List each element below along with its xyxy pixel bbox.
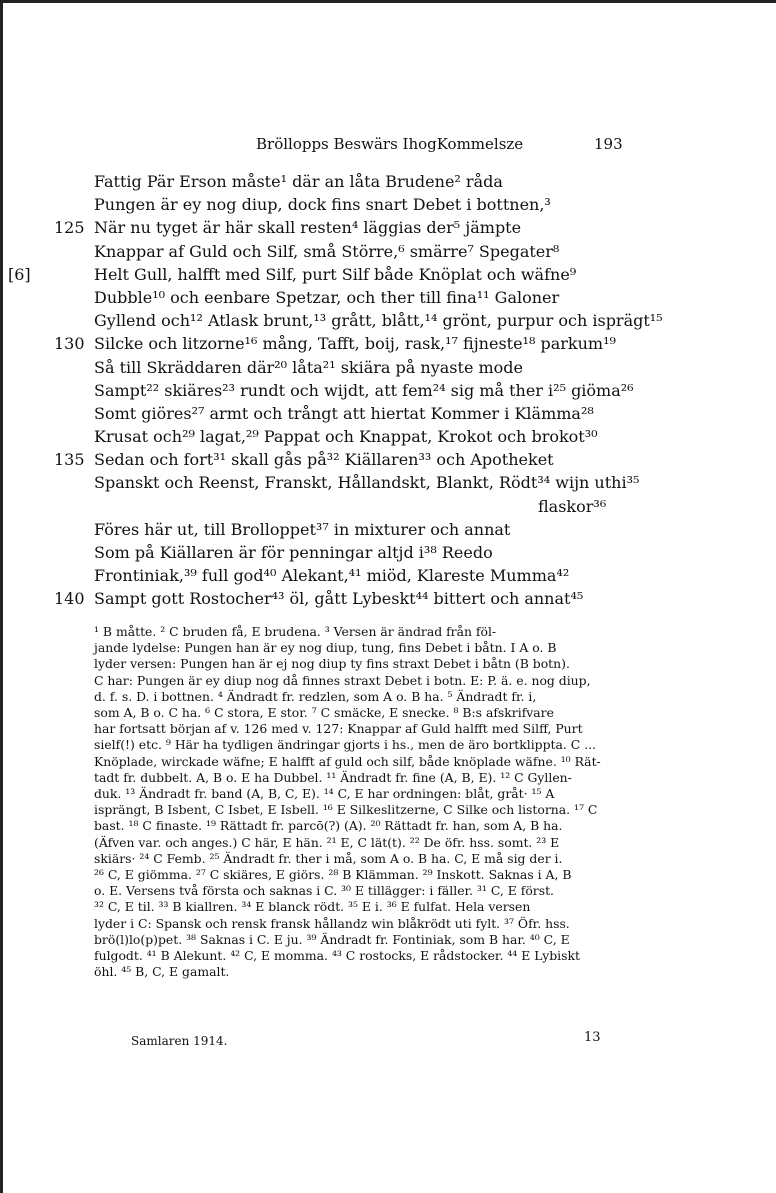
verse-text: Sampt²² skiäres²³ rundt och wijdt, att fem²⁴ sig må ther i²⁵ giöma²⁶ (94, 380, 634, 400)
footnote-line: skiärs· ²⁴ C Femb. ²⁵ Ändradt fr. ther i må, som A o. B ha. C, E må sig der i. (94, 850, 563, 866)
line-number: 135 (54, 450, 85, 470)
verse-text: När nu tyget är här skall resten⁴ läggias der⁵ jämpte (94, 218, 522, 238)
footnote-line: lyder i C: Spansk och rensk fransk hållandz win blåkrödt uti fylt. ³⁷ Öfr. hss. (94, 915, 570, 931)
verse-text: Silcke och litzorne¹⁶ mång, Tafft, boij, rask,¹⁷ fijneste¹⁸ parkum¹⁹ (94, 334, 616, 354)
journal-footer: Samlaren 1914. (131, 1034, 228, 1048)
verse-line (0, 286, 776, 309)
verse-line (0, 425, 776, 448)
verse-line (0, 332, 776, 355)
verse-line (0, 564, 776, 587)
verse-text: Spanskt och Reenst, Franskt, Hållandskt, Blankt, Rödt³⁴ wijn uthi³⁵ (94, 473, 640, 493)
verse-text: flaskor³⁶ (538, 496, 607, 516)
verse-text: Frontiniak,³⁹ full god⁴⁰ Alekant,⁴¹ miöd, Klareste Mumma⁴² (94, 566, 570, 586)
footnote-line: bast. ¹⁸ C finaste. ¹⁹ Rättadt fr. parcō(?) (A). ²⁰ Rättadt fr. han, som A, B ha. (94, 818, 563, 834)
verse-line (0, 402, 776, 425)
verse-line (0, 309, 776, 332)
running-head: Bröllopps Beswärs IhogKommelsze (256, 135, 524, 153)
verse-line (0, 240, 776, 263)
poem-body (0, 170, 776, 611)
signature-mark: 13 (584, 1030, 601, 1045)
verse-line (0, 216, 776, 239)
footnote-line: har fortsatt början af v. 126 med v. 127: Knappar af Guld halfft med Silff, Purt (94, 721, 583, 737)
footnote-line: C har: Pungen är ey diup nog då finnes straxt Debet i botn. E: P. ä. e. nog diup, (94, 672, 591, 688)
footnote-line: Knöplade, wirckade wäfne; E halfft af guld och silf, både knöplade wäfne. ¹⁰ Rät- (94, 753, 601, 769)
footnote-line: duk. ¹³ Ändradt fr. band (A, B, C, E). ¹⁴ C, E har ordningen: blåt, gråt· ¹⁵ A (94, 786, 555, 802)
verse-text: Föres här ut, till Brolloppet³⁷ in mixturer och annat (94, 519, 511, 539)
footnote-line: jande lydelse: Pungen han är ey nog diup, tung, fins Debet i båtn. I A o. B (94, 640, 557, 656)
verse-text: Så till Skräddaren där²⁰ låta²¹ skiära på nyaste mode (94, 357, 524, 377)
margin-page-ref: [6] (8, 264, 31, 284)
verse-text: Pungen är ey nog diup, dock fins snart Debet i bottnen,³ (94, 195, 551, 215)
verse-line (0, 495, 776, 518)
verse-text: Som på Kiällaren är för penningar altjd i³⁸ Reedo (94, 543, 493, 562)
footnote-line: tadt fr. dubbelt. A, B o. E ha Dubbel. ¹¹ Ändradt fr. fine (A, B, E). ¹² C Gyllen- (94, 769, 572, 785)
verse-line (0, 518, 776, 541)
line-number: 130 (54, 334, 85, 354)
line-number: 125 (54, 218, 85, 238)
verse-line (0, 471, 776, 494)
verse-text: Knappar af Guld och Silf, små Större,⁶ smärre⁷ Spegater⁸ (94, 241, 560, 261)
footnote-line: ²⁶ C, E giömma. ²⁷ C skiäres, E giörs. ²⁸ B Klämman. ²⁹ Inskott. Saknas i A, B (94, 867, 572, 883)
footnote-line: som A, B o. C ha. ⁶ C stora, E stor. ⁷ C smäcke, E snecke. ⁸ B:s afskrifvare (94, 705, 554, 721)
footnote-line: brö(l)lo(p)pet. ³⁸ Saknas i C. E ju. ³⁹ Ändradt fr. Fontiniak, som B har. ⁴⁰ C, E (94, 931, 570, 947)
verse-text: Krusat och²⁹ lagat,²⁹ Pappat och Knappat, Krokot och brokot³⁰ (94, 427, 598, 447)
verse-line (0, 541, 776, 564)
verse-line (0, 170, 776, 193)
footnote-line: öhl. ⁴⁵ B, C, E gamalt. (94, 964, 230, 980)
footnote-line: (Äfven var. och anges.) C här, E hän. ²¹ E, C lät(t). ²² De öfr. hss. somt. ²³ E (94, 834, 560, 850)
verse-text: Sampt gott Rostocher⁴³ öl, gått Lybeskt⁴⁴ bittert och annat⁴⁵ (94, 589, 584, 609)
verse-text: Somt giöres²⁷ armt och trångt att hiertat Kommer i Klämma²⁸ (94, 403, 594, 423)
verse-text: Sedan och fort³¹ skall gås på³² Kiällaren³³ och Apotheket (94, 450, 554, 470)
verse-text: Helt Gull, halfft med Silf, purt Silf både Knöplat och wäfne⁹ (94, 264, 577, 284)
verse-text: Fattig Pär Erson måste¹ där an låta Brudene² råda (94, 172, 503, 191)
verse-line (0, 587, 776, 610)
verse-line (0, 379, 776, 402)
footnote-line: ³² C, E til. ³³ B kiallren. ³⁴ E blanck rödt. ³⁵ E i. ³⁶ E fulfat. Hela versen (94, 899, 531, 915)
page-edge-top (0, 0, 776, 3)
verse-line (0, 448, 776, 471)
footnote-line: fulgodt. ⁴¹ B Alekunt. ⁴² C, E momma. ⁴³ C rostocks, E rådstocker. ⁴⁴ E Lybiskt (94, 948, 580, 964)
verse-text: Gyllend och¹² Atlask brunt,¹³ grått, blått,¹⁴ grönt, purpur och isprägt¹⁵ (94, 311, 663, 331)
verse-text: Dubble¹⁰ och eenbare Spetzar, och ther till fina¹¹ Galoner (94, 287, 560, 307)
footnotes (94, 624, 624, 980)
page-number: 193 (594, 135, 623, 153)
verse-line (0, 263, 776, 286)
footnote-line: sielf(!) etc. ⁹ Här ha tydligen ändringar gjorts i hs., men de äro bortklippta. C ... (94, 737, 597, 753)
verse-line (0, 193, 776, 216)
line-number: 140 (54, 589, 85, 609)
footnote-line: o. E. Versens två första och saknas i C. ³⁰ E tillägger: i fäller. ³¹ C, E först. (94, 883, 554, 899)
verse-line (0, 356, 776, 379)
footnote-line: isprängt, B Isbent, C Isbet, E Isbell. ¹⁶ E Silkeslitzerne, C Silke och listorna. ¹⁷ C (94, 802, 598, 818)
footnote-line: ¹ B måtte. ² C bruden få, E brudena. ³ Versen är ändrad från föl- (94, 624, 497, 639)
footnote-line: lyder versen: Pungen han är ej nog diup ty fins straxt Debet i båtn (B botn). (94, 656, 570, 672)
footnote-line: d. f. s. D. i bottnen. ⁴ Ändradt fr. redzlen, som A o. B ha. ⁵ Ändradt fr. i, (94, 688, 537, 704)
